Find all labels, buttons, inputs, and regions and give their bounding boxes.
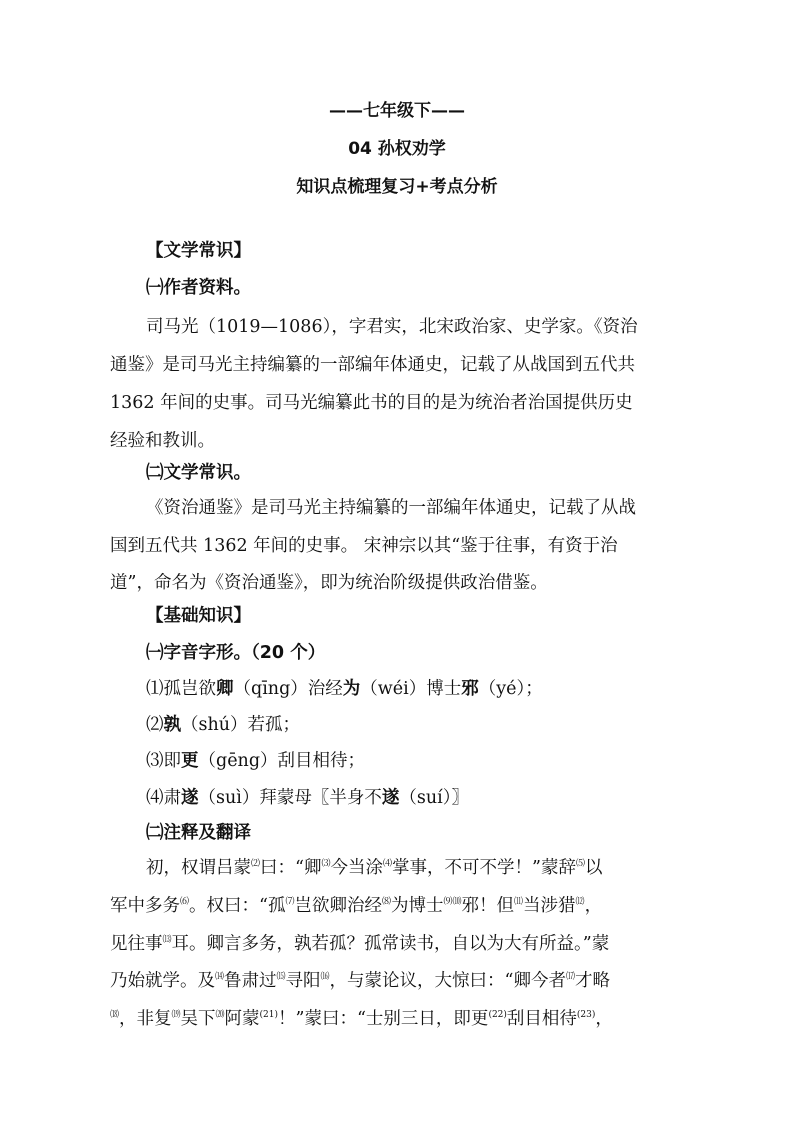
pronunciation-item: ⑴孤岂欲卿（qīng）治经为（wéi）博士邪（yé）； xyxy=(146,679,543,699)
document-subtitle: 知识点梳理复习+考点分析 xyxy=(296,177,498,197)
author-paragraph-line: 1362 年间的史事。司马光编纂此书的目的是为统治者治国提供历史 xyxy=(110,393,633,413)
subheading-author: ㈠作者资料。 xyxy=(146,278,251,298)
literary-paragraph-line: 道”，命名为《资治通鉴》，即为统治阶级提供政治借鉴。 xyxy=(110,573,548,593)
pronunciation-item: ⑶即更（gēng）刮目相待； xyxy=(146,751,366,771)
subheading-translation: ㈡注释及翻译 xyxy=(146,823,251,843)
pronunciation-item: ⑵孰（shú）若孤； xyxy=(146,715,301,735)
author-paragraph-line: 司马光（1019—1086），字君实，北宋政治家、史学家。《资治 xyxy=(146,317,638,337)
author-paragraph-line: 通鉴》是司马光主持编纂的一部编年体通史，记载了从战国到五代共 xyxy=(110,355,635,375)
classical-text-line: 初，权谓吕蒙⑵曰：“卿⑶今当涂⑷掌事，不可不学！”蒙辞⑸以 xyxy=(146,858,603,878)
section-heading-literary: 【文学常识】 xyxy=(146,241,251,261)
classical-text-line: 军中多务⑹。权曰：“孤⑺岂欲卿治经⑻为博士⑼⑽邪！但⑾当涉猎⑿， xyxy=(110,896,603,916)
classical-text-line: 见往事⒀耳。卿言多务，孰若孤？孤常读书，自以为大有所益。”蒙 xyxy=(110,934,610,954)
subheading-pronunciation: ㈠字音字形。（20 个） xyxy=(146,643,326,663)
literary-paragraph-line: 《资治通鉴》是司马光主持编纂的一部编年体通史，记载了从战 xyxy=(146,498,636,518)
classical-text-line: ⒅，非复⒆吴下⒇阿蒙$^{(21)}$！”蒙曰：“士别三日，即更$^{(22)}$刮目相待$^{(23)}$， xyxy=(110,1009,613,1029)
pronunciation-item: ⑷肃遂（suì）拜蒙母〖半身不遂（suí）〗 xyxy=(146,788,469,808)
author-paragraph-line: 经验和教训。 xyxy=(110,431,215,451)
classical-text-line: 乃始就学。及⒁鲁肃过⒂寻阳⒃，与蒙论议，大惊曰：“卿今者⒄才略 xyxy=(110,971,611,991)
lesson-title: 04 孙权劝学 xyxy=(348,139,446,159)
subheading-literary: ㈡文学常识。 xyxy=(146,463,251,483)
section-heading-basic: 【基础知识】 xyxy=(146,606,251,626)
literary-paragraph-line: 国到五代共 1362 年间的史事。 宋神宗以其“鉴于往事，有资于治 xyxy=(110,536,618,556)
grade-title: ——七年级下—— xyxy=(329,101,465,121)
